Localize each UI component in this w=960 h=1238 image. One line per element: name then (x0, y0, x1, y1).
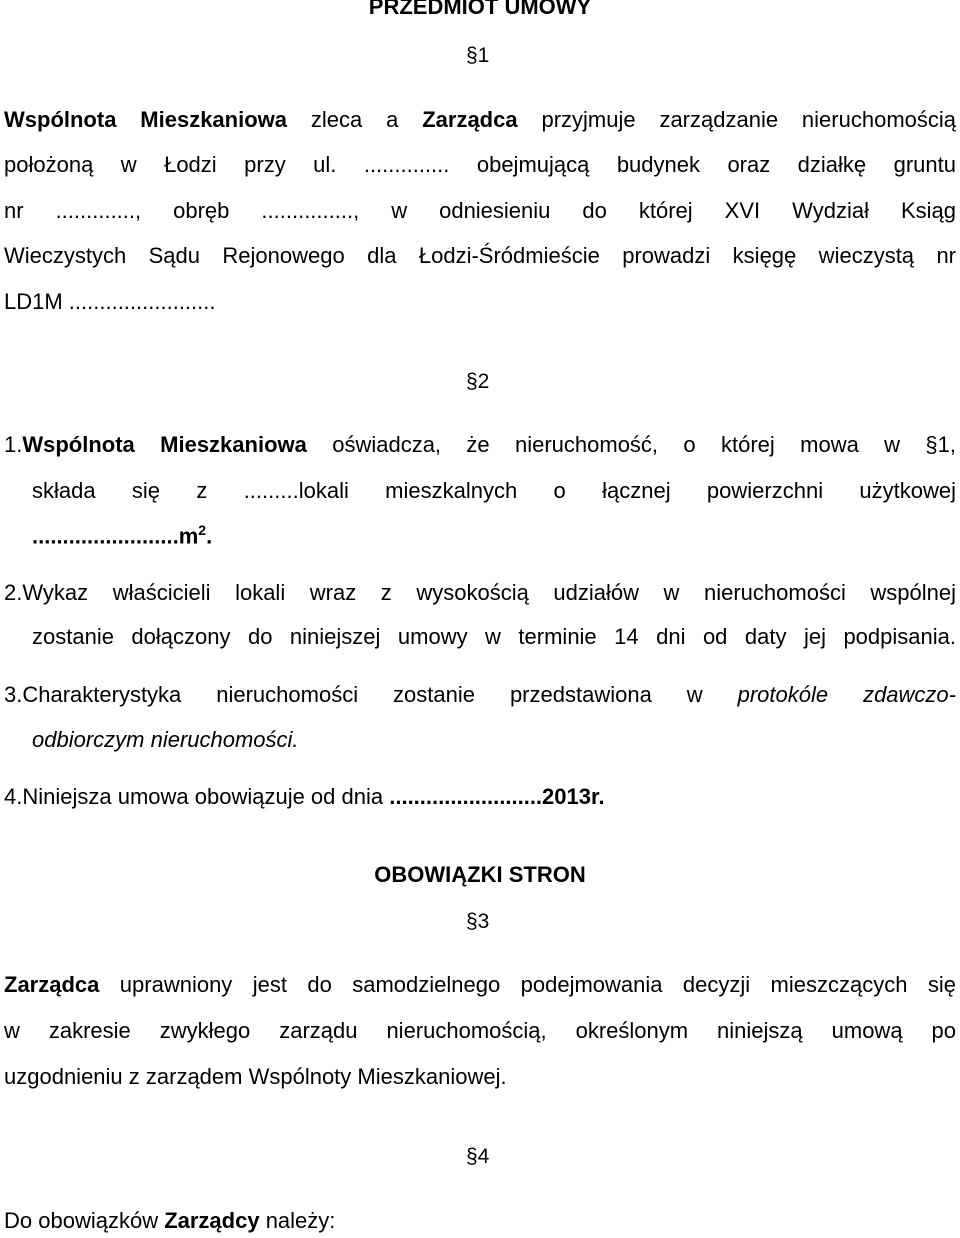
text-fragment: . (206, 523, 213, 549)
s2-item-3-line-2: odbiorczym nieruchomości. (32, 727, 299, 752)
text-fragment: 3.Charakterystyka nieruchomości zostanie przedstawiona w (4, 682, 738, 707)
section-title-przedmiot: PRZEDMIOT UMOWY (368, 0, 592, 19)
text-fragment: należy: (259, 1208, 336, 1233)
paragraph-heading-3: §3 (466, 910, 490, 933)
text-fragment: oświadcza, że nieruchomość, o której mowa w §1, (306, 432, 956, 457)
s1-line-5: LD1M ........................ (4, 289, 216, 314)
s3-line-2: w zakresie zwykłego zarządu nieruchomością, określonym niniejszą umową po (4, 1018, 956, 1043)
s2-item-2-line-2: zostanie dołączony do niniejszej umowy w terminie 14 dni od daty jej podpisania. (32, 624, 956, 649)
text-fragment: uprawniony jest do samodzielnego podejmowania decyzji mieszczących się (99, 972, 956, 997)
s2-item-1-line-2: składa się z .........lokali mieszkalnych o łącznej powierzchni użytkowej (32, 478, 956, 503)
paragraph-heading-2: §2 (466, 370, 490, 393)
item-number: 1. (4, 432, 23, 457)
s1-line-4: Wieczystych Sądu Rejonowego dla Łodzi-Śródmieście prowadzi księgę wieczystą nr (4, 243, 956, 268)
paragraph-heading-1: §1 (466, 44, 490, 67)
paragraph-heading-4: §4 (466, 1145, 490, 1168)
text-fragment: 4.Niniejsza umowa obowiązuje od dnia (4, 784, 390, 809)
area-blank: ........................m (32, 523, 199, 549)
text-fragment: Do obowiązków (4, 1208, 165, 1233)
party-name: Zarządcy (164, 1208, 260, 1233)
s3-line-3: uzgodnieniu z zarządem Wspólnoty Mieszkaniowej. (4, 1064, 507, 1089)
s3-line-1 (4, 972, 956, 998)
s2-item-4 (4, 784, 604, 810)
area-unit-exponent: 2 (198, 522, 207, 538)
section-title-obowiazki: OBOWIĄZKI STRON (374, 862, 586, 887)
text-fragment: zleca a (287, 107, 423, 132)
party-name: Wspólnota Mieszkaniowa (4, 107, 288, 132)
s2-item-1-line-3 (32, 522, 212, 549)
s2-item-2-line-1: 2.Wykaz właścicieli lokali wraz z wysokością udziałów w nieruchomości wspólnej (4, 580, 956, 605)
party-name: Wspólnota Mieszkaniowa (22, 432, 307, 457)
s2-item-1-line-1 (4, 432, 956, 458)
protocol-name: protokóle zdawczo- (737, 682, 956, 707)
text-fragment: przyjmuje zarządzanie nieruchomością (517, 107, 957, 132)
party-name: Zarządca (4, 972, 100, 997)
s1-line-1 (4, 107, 956, 133)
s2-item-3-line-1 (4, 682, 956, 708)
date-blank: .........................2013r. (389, 784, 605, 809)
party-name: Zarządca (422, 107, 518, 132)
s1-line-2: położoną w Łodzi przy ul. .............. obejmującą budynek oraz działkę gruntu (4, 152, 956, 177)
s1-line-3: nr ............., obręb ..............., w odniesieniu do której XVI Wydział Ksiąg (4, 198, 956, 223)
s4-line-1 (4, 1208, 335, 1234)
